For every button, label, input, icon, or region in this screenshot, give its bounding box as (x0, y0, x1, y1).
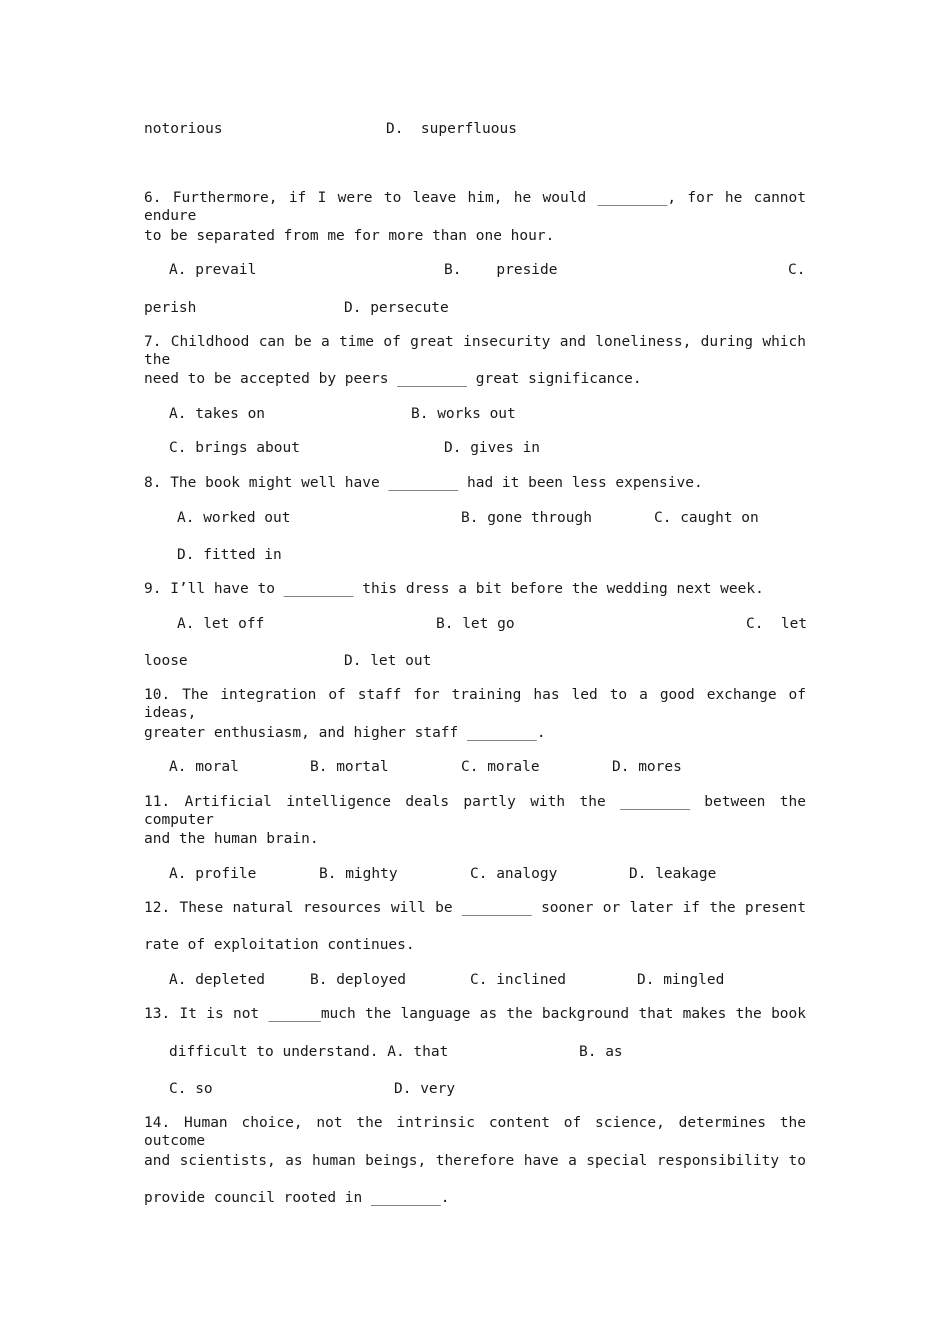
q13-option-d: D. very (394, 1081, 456, 1097)
q11-option-b: B. mighty (319, 866, 398, 882)
q8-option-d: D. fitted in (177, 547, 282, 563)
q9-option-a: A. let off (177, 616, 265, 632)
q10-option-b: B. mortal (310, 759, 389, 775)
q10-stem-line1: 10. The integration of staff for training has led to a good exchange of ideas, (144, 687, 806, 721)
q12-stem-line1: 12. These natural resources will be ________ sooner or later if the present (144, 900, 806, 916)
q10-stem-line2: greater enthusiasm, and higher staff ________. (144, 725, 546, 741)
q9-option-d: D. let out (344, 653, 432, 669)
q13-option-b: B. as (579, 1044, 623, 1060)
q13-stem-line1: 13. It is not ______much the language as the background that makes the book (144, 1006, 806, 1022)
q7-option-c: C. brings about (169, 440, 300, 456)
q8-option-a: A. worked out (177, 510, 291, 526)
q10-option-c: C. morale (461, 759, 540, 775)
q12-stem-line2: rate of exploitation continues. (144, 937, 415, 953)
q7-option-a: A. takes on (169, 406, 266, 422)
q5-option-c-cont: notorious (144, 121, 223, 137)
q9-stem-line1: 9. I’ll have to ________ this dress a bit before the wedding next week. (144, 581, 764, 597)
q12-option-d: D. mingled (637, 972, 725, 988)
q13-stem-line2: difficult to understand. A. that (169, 1044, 449, 1060)
q6-stem-line2: to be separated from me for more than one hour. (144, 228, 555, 244)
q6-option-c: C. (788, 262, 806, 278)
q8-option-c: C. caught on (654, 510, 759, 526)
q7-option-b: B. works out (411, 406, 516, 422)
q12-option-a: A. depleted (169, 972, 266, 988)
q8-stem-line1: 8. The book might well have ________ had it been less expensive. (144, 475, 703, 491)
q6-stem-line1: 6. Furthermore, if I were to leave him, he would ________, for he cannot endure (144, 190, 806, 224)
q6-option-d: D. persecute (344, 300, 449, 316)
q7-stem-line1: 7. Childhood can be a time of great insecurity and loneliness, during which the (144, 334, 806, 368)
q6-option-c-cont: perish (144, 300, 197, 316)
q7-stem-line2: need to be accepted by peers ________ great significance. (144, 371, 642, 387)
q11-stem-line1: 11. Artificial intelligence deals partly with the ________ between the computer (144, 794, 806, 828)
q11-option-a: A. profile (169, 866, 257, 882)
q14-stem-line3: provide council rooted in ________. (144, 1190, 450, 1206)
q10-option-a: A. moral (169, 759, 239, 775)
q6-option-b: B. preside (444, 262, 558, 278)
q13-option-c: C. so (169, 1081, 213, 1097)
q6-option-a: A. prevail (169, 262, 257, 278)
q12-option-c: C. inclined (470, 972, 567, 988)
q12-option-b: B. deployed (310, 972, 407, 988)
q11-option-d: D. leakage (629, 866, 717, 882)
q8-option-b: B. gone through (461, 510, 592, 526)
q11-stem-line2: and the human brain. (144, 831, 319, 847)
q9-option-c-cont: loose (144, 653, 188, 669)
q7-option-d: D. gives in (444, 440, 541, 456)
q10-option-d: D. mores (612, 759, 682, 775)
q11-option-c: C. analogy (470, 866, 558, 882)
q14-stem-line1: 14. Human choice, not the intrinsic content of science, determines the outcome (144, 1115, 806, 1149)
q9-option-c: C. let (746, 616, 808, 632)
q14-stem-line2: and scientists, as human beings, therefore have a special responsibility to (144, 1153, 806, 1169)
q9-option-b: B. let go (436, 616, 515, 632)
q5-option-d: D. superfluous (386, 121, 517, 137)
